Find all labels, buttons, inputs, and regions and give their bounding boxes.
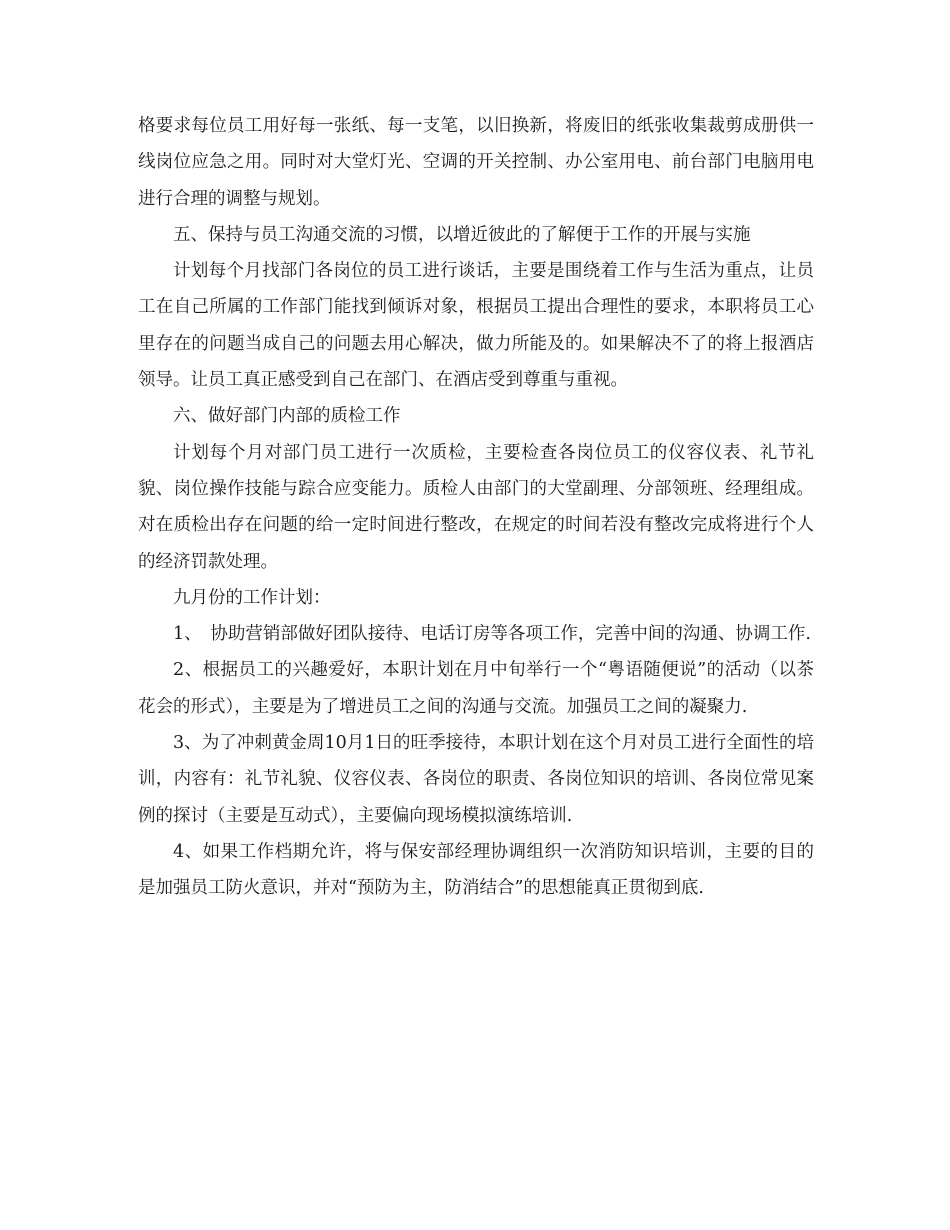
paragraph-continuation: 格要求每位员工用好每一张纸、每一支笔，以旧换新，将废旧的纸张收集裁剪成册供一线岗位应急之用。同时对大堂灯光、空调的开关控制、办公室用电、前台部门电脑用电进行合理的调整与规划。 (138, 116, 814, 209)
paragraph-staff-communication: 计划每个月找部门各岗位的员工进行谈话，主要是围绕着工作与生活为重点，让员工在自己所属的工作部门能找到倾诉对象，根据员工提出合理性的要求，本职将员工心里存在的问题当成自己的问题去用心解决，做力所能及的。如果解决不了的将上报酒店领导。让员工真正感受到自己在部门、在酒店受到尊重与重视。 (138, 261, 814, 391)
plan-item-3: 3、为了冲刺黄金周10月1日的旺季接待，本职计划在这个月对员工进行全面性的培训，内容有：礼节礼貌、仪容仪表、各岗位的职责、各岗位知识的培训、各岗位常见案例的探讨（主要是互动式），主要偏向现场模拟演练培训. (138, 733, 814, 826)
plan-item-4: 4、如果工作档期允许，将与保安部经理协调组织一次消防知识培训，主要的目的是加强员工防火意识，并对“预防为主，防消结合”的思想能真正贯彻到底. (138, 841, 814, 899)
plan-item-1: 1、 协助营销部做好团队接待、电话订房等各项工作，完善中间的沟通、协调工作. (173, 624, 811, 645)
paragraph-quality-inspection: 计划每个月对部门员工进行一次质检，主要检查各岗位员工的仪容仪表、礼节礼貌、岗位操作技能与踪合应变能力。质检人由部门的大堂副理、分部领班、经理组成。对在质检出存在问题的给一定时间进行整改，在规定的时间若没有整改完成将进行个人的经济罚款处理。 (138, 442, 814, 572)
section-heading-6: 六、做好部门内部的质检工作 (173, 406, 401, 427)
plan-item-2: 2、根据员工的兴趣爱好，本职计划在月中旬举行一个“粤语随便说”的活动（以茶花会的形式），主要是为了增进员工之间的沟通与交流。加强员工之间的凝聚力. (138, 660, 814, 717)
document-body (138, 108, 814, 907)
section-heading-5: 五、保持与员工沟通交流的习惯，以增近彼此的了解便于工作的开展与实施 (173, 224, 751, 245)
september-plan-heading: 九月份的工作计划： (173, 587, 331, 608)
